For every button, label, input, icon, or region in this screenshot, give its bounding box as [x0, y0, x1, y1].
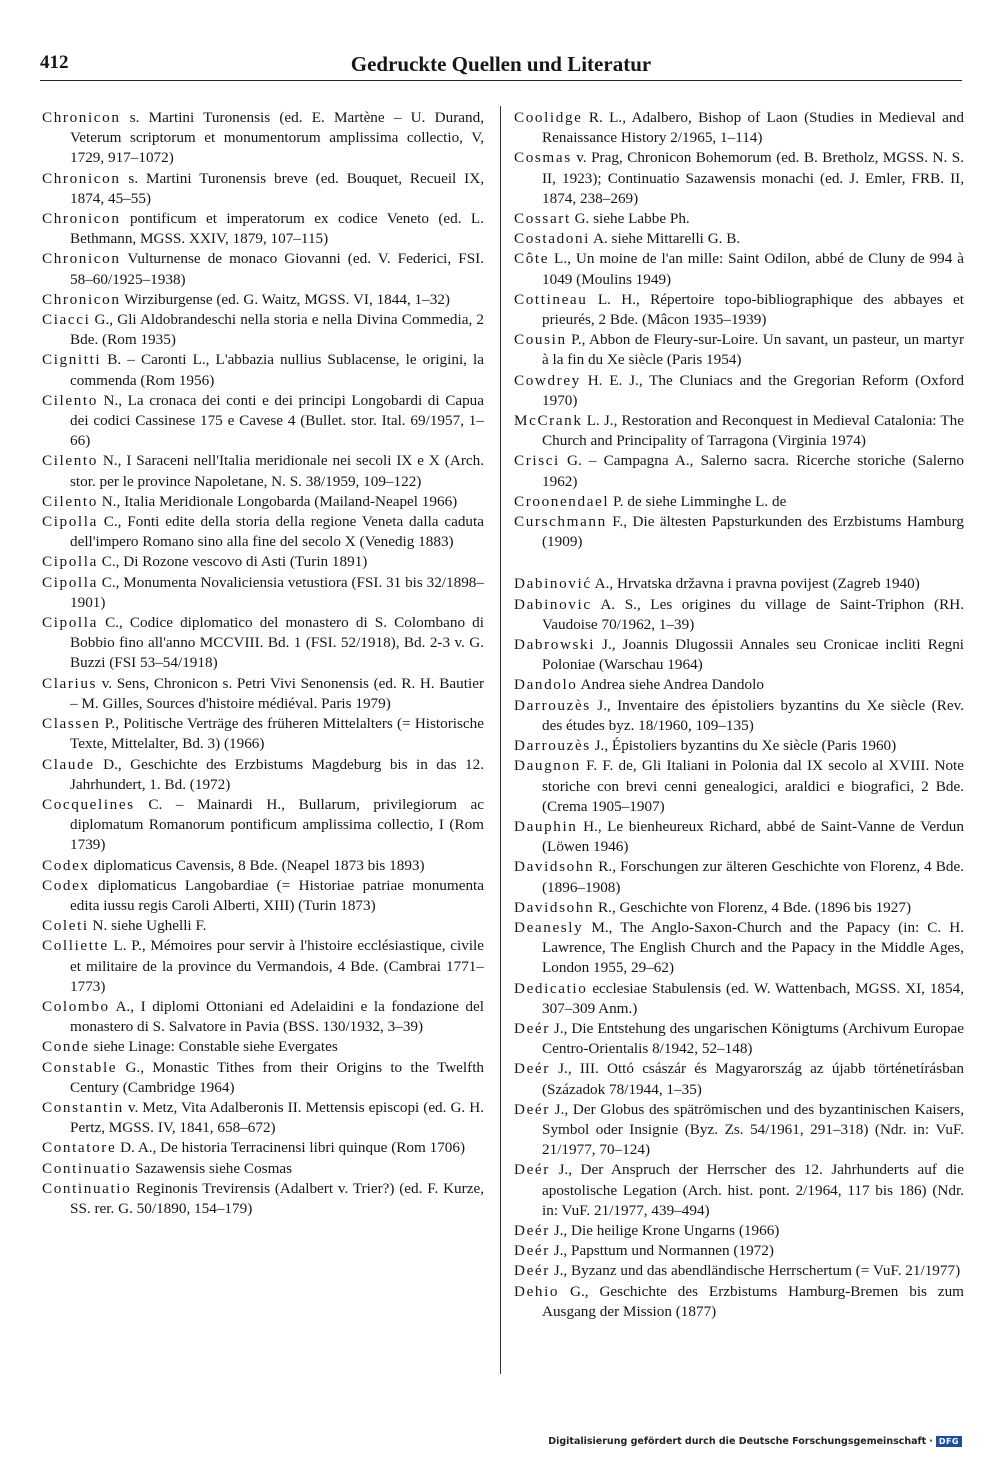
entry-text: G., Monastic Tithes from their Origins to the Twelfth Century (Cambridge 1964) — [70, 1058, 485, 1096]
entry-author: Cosmas — [514, 149, 572, 167]
entry-author: Colombo — [42, 997, 110, 1015]
entry-text: J., Byzanz und das abendländische Herrschertum (= VuF. 21/1977) — [553, 1262, 961, 1280]
bibliography-entry — [42, 350, 484, 390]
entry-author: Cignitti — [42, 351, 102, 369]
entry-author: McCrank — [514, 412, 583, 430]
entry-author: Classen — [42, 715, 101, 733]
entry-text: diplomaticus Langobardiae (= Historiae patriae monumenta edita iussu regis Caroli Alberti, XIII) (Turin 1873) — [70, 876, 485, 914]
bibliography-entry — [514, 979, 964, 1019]
entry-text: L., Un moine de l'an mille: Saint Odilon, abbé de Cluny de 994 à 1049 (Moulins 1949) — [542, 250, 964, 288]
bibliography-entry — [514, 451, 964, 491]
left-column — [42, 108, 484, 1219]
bibliography-entry — [514, 817, 964, 857]
entry-author: Curschmann — [514, 513, 607, 531]
entry-text: C. – Mainardi H., Bullarum, privilegiorum ac diplomatum Romanorum pontificum amplissima collectio, I (Rom 1739) — [70, 795, 485, 854]
entry-text: G., Gli Aldobrandeschi nella storia e nella Divina Commedia, 2 Bde. (Rom 1935) — [70, 311, 484, 349]
bibliography-entry — [42, 1138, 484, 1158]
entry-text: C., Monumenta Novaliciensia vetustiora (FSI. 31 bis 32/1898–1901) — [70, 573, 484, 611]
entry-text: J., Die heilige Krone Ungarns (1966) — [553, 1221, 780, 1239]
bibliography-entry — [514, 898, 964, 918]
entry-author: Codex — [42, 856, 90, 874]
bibliography-entry — [514, 574, 964, 594]
bibliography-entry — [514, 918, 964, 979]
entry-text: v. Metz, Vita Adalberonis II. Mettensis episcopi (ed. G. H. Pertz, MGSS. IV, 1841, 658–672) — [70, 1098, 485, 1137]
entry-text: s. Martini Turonensis (ed. E. Martène – U. Durand, Veterum scriptorum et monumentorum amplissima collectio, V, 1729, 917–1072) — [70, 109, 484, 167]
bibliography-entry — [42, 573, 484, 613]
entry-author: Cossart — [514, 210, 571, 228]
entry-text: J., III. Ottó császár és Magyarország az újabb történetírásban (Századok 78/1944, 1–35) — [542, 1060, 964, 1098]
entry-author: Davidsohn — [514, 858, 595, 876]
bibliography-entry — [514, 229, 964, 249]
entry-author: Cipolla — [42, 553, 98, 571]
entry-author: Dabinović — [514, 575, 592, 593]
bibliography-entry — [514, 330, 964, 370]
entry-author: Chronicon — [42, 250, 121, 268]
entry-text: H., Le bienheureux Richard, abbé de Saint-Vanne de Verdun (Löwen 1946) — [542, 817, 964, 856]
section-d-entries — [514, 574, 964, 1322]
bibliography-entry — [514, 512, 964, 552]
entry-text: C., Codice diplomatico del monastero di S. Colombano di Bobbio fino all'anno MCCVIII. Bd. 1 (FSI. 52/1918), Bd. 2-3 v. G. Buzzi (FSI 53–54/1918) — [70, 614, 484, 672]
entry-author: Deér — [514, 1019, 550, 1037]
entry-author: Constantin — [42, 1098, 124, 1116]
entry-text: J., Inventaire des épistoliers byzantins du Xe siècle (Rev. des études byz. 18/1960, 109–135) — [542, 696, 964, 734]
entry-text: R., Forschungen zur älteren Geschichte von Florenz, 4 Bde. (1896–1908) — [542, 858, 965, 896]
entry-author: Deanesly — [514, 918, 584, 936]
entry-author: Deér — [514, 1262, 550, 1280]
entry-author: Croonendael — [514, 492, 610, 510]
entry-text: A. siehe Mittarelli G. B. — [592, 230, 741, 248]
entry-text: J., Papsttum und Normannen (1972) — [553, 1242, 774, 1260]
entry-text: J., Épistoliers byzantins du Xe siècle (Paris 1960) — [594, 737, 897, 755]
bibliography-entry — [42, 1179, 484, 1219]
entry-author: Constable — [42, 1058, 118, 1076]
entry-text: N., I Saraceni nell'Italia meridionale nei secoli IX e X (Arch. stor. per le province Napoletane, N. S. 38/1959, 109–122) — [70, 452, 485, 490]
entry-author: Davidsohn — [514, 898, 595, 916]
entry-text: Reginonis Trevirensis (Adalbert v. Trier?) (ed. F. Kurze, SS. rer. G. 50/1890, 154–179) — [70, 1179, 484, 1217]
bibliography-entry — [514, 857, 964, 897]
entry-text: L. J., Restoration and Reconquest in Medieval Catalonia: The Church and Principality of Tarragona (Virginia 1974) — [542, 412, 964, 450]
entry-author: Cowdrey — [514, 371, 581, 389]
entry-author: Cottineau — [514, 290, 588, 308]
bibliography-entry — [42, 451, 484, 491]
entry-text: R., Geschichte von Florenz, 4 Bde. (1896 bis 1927) — [598, 898, 911, 916]
entry-text: P. de siehe Limminghe L. de — [613, 492, 787, 510]
entry-text: L. H., Répertoire topo-bibliographique des abbayes et prieurés, 2 Bde. (Mâcon 1935–1939) — [542, 290, 965, 329]
bibliography-entry — [514, 635, 964, 675]
entry-text: A., I diplomi Ottoniani ed Adelaidini e la fondazione del monastero di S. Salvatore in Pavia (BSS. 130/1932, 3–39) — [70, 997, 484, 1036]
entry-text: C., Fonti edite della storia della regione Veneta dalla caduta dell'impero Romano sino alla fine del secolo X (Venedig 1883) — [70, 513, 484, 551]
bibliography-entry — [42, 755, 484, 795]
entry-author: Crisci — [514, 452, 560, 470]
bibliography-entry — [42, 512, 484, 552]
footer-credit: Digitalisierung gefördert durch die Deutsche Forschungsgemeinschaft — [548, 1436, 927, 1447]
bibliography-entry — [514, 756, 964, 817]
bibliography-entry — [514, 249, 964, 289]
entry-author: Deér — [514, 1161, 550, 1179]
bibliography-entry — [42, 1098, 484, 1138]
entry-author: Dandolo — [514, 676, 578, 694]
bibliography-entry — [42, 916, 484, 936]
entry-text: N., Italia Meridionale Longobarda (Mailand-Neapel 1966) — [101, 492, 458, 510]
entry-author: Claude — [42, 755, 95, 773]
entry-text: R. L., Adalbero, Bishop of Laon (Studies in Medieval and Renaissance History 2/1965, 1–114) — [542, 109, 965, 147]
entry-text: pontificum et imperatorum ex codice Veneto (ed. L. Bethmann, MGSS. XXIV, 1879, 107–115) — [70, 210, 484, 248]
bibliography-entry — [42, 108, 484, 169]
entry-text: v. Sens, Chronicon s. Petri Vivi Senonensis (ed. R. H. Bautier – M. Gilles, Sources d'histoire médiéval. Paris 1979) — [70, 674, 485, 712]
entry-author: Codex — [42, 876, 90, 894]
entry-author: Coleti — [42, 917, 89, 935]
entry-author: Deér — [514, 1242, 550, 1260]
entry-text: C., Di Rozone vescovo di Asti (Turin 1891) — [101, 553, 368, 571]
bibliography-entry — [514, 1241, 964, 1261]
bibliography-entry — [42, 997, 484, 1037]
bibliography-entry — [514, 411, 964, 451]
page-number: 412 — [40, 52, 69, 73]
entry-author: Chronicon — [42, 109, 121, 126]
entry-author: Dehio — [514, 1282, 560, 1300]
bibliography-entry — [42, 310, 484, 350]
bibliography-entry — [514, 148, 964, 209]
entry-text: L. P., Mémoires pour servir à l'histoire ecclésiastique, civile et militaire de la province du Vermandois, 4 Bde. (Cambrai 1771–1773) — [70, 937, 484, 995]
dfg-logo-icon: DFG — [936, 1436, 962, 1447]
bibliography-entry — [42, 936, 484, 997]
entry-text: siehe Linage: Constable siehe Evergates — [93, 1038, 338, 1056]
entry-author: Cousin — [514, 331, 567, 349]
entry-text: D., Geschichte des Erzbistums Magdeburg bis in das 12. Jahrhundert, 1. Bd. (1972) — [70, 755, 485, 793]
bibliography-entry — [514, 675, 964, 695]
bibliography-entry — [42, 209, 484, 249]
entry-text: s. Martini Turonensis breve (ed. Bouquet, Recueil IX, 1874, 45–55) — [70, 169, 484, 207]
entry-text: B. – Caronti L., L'abbazia nullius Sublacense, le origini, la commenda (Rom 1956) — [70, 351, 485, 389]
bibliography-entry — [514, 1160, 964, 1221]
entry-text: P., Abbon de Fleury-sur-Loire. Un savant, un pasteur, un martyr à la fin du Xe siècle (Paris 1954) — [542, 331, 964, 369]
bibliography-entry — [42, 169, 484, 209]
entry-author: Colliette — [42, 937, 109, 955]
entry-text: G. – Campagna A., Salerno sacra. Ricerche storiche (Salerno 1962) — [542, 452, 965, 490]
entry-author: Clarius — [42, 674, 98, 692]
entry-text: D. A., De historia Terracinensi libri quinque (Rom 1706) — [120, 1139, 466, 1157]
entry-author: Deér — [514, 1060, 550, 1078]
entry-text: P., Politische Verträge des früheren Mittelalters (= Historische Texte, Mittelalter, Bd. 3) (1966) — [70, 715, 484, 753]
entry-author: Daugnon — [514, 757, 581, 775]
entry-text: Andrea siehe Andrea Dandolo — [580, 676, 764, 694]
entry-text: J., Die Entstehung des ungarischen Königtums (Archivum Europae Centro-Orientalis 8/1942, 52–148) — [542, 1019, 965, 1058]
entry-text: Sazawensis siehe Cosmas — [135, 1159, 293, 1177]
bibliography-entry — [514, 492, 964, 512]
bibliography-entry — [514, 696, 964, 736]
entry-text: Wirziburgense (ed. G. Waitz, MGSS. VI, 1844, 1–32) — [124, 290, 450, 308]
bibliography-entry — [514, 595, 964, 635]
bibliography-entry — [514, 1282, 964, 1322]
entry-author: Dauphin — [514, 817, 578, 835]
entry-author: Conde — [42, 1038, 90, 1056]
entry-text: A., Hrvatska državna i pravna povijest (Zagreb 1940) — [594, 575, 920, 593]
entry-text: A. S., Les origines du village de Saint-Triphon (RH. Vaudoise 70/1962, 1–39) — [542, 595, 964, 633]
bibliography-entry — [514, 108, 964, 148]
entry-author: Deér — [514, 1221, 550, 1239]
column-divider — [500, 106, 501, 1374]
entry-author: Cilento — [42, 391, 98, 409]
entry-author: Deér — [514, 1100, 550, 1118]
bibliography-entry — [514, 1100, 964, 1161]
entry-author: Dabrowski — [514, 636, 596, 654]
bibliography-entry — [42, 492, 484, 512]
entry-text: J., Der Anspruch der Herrscher des 12. Jahrhunderts auf die apostolische Legation (Arch. hist. pont. 2/1964, 117 bis 186) (Ndr. in: VuF. 21/1977, 439–494) — [542, 1161, 965, 1219]
bibliography-entry — [42, 674, 484, 714]
entry-author: Cipolla — [42, 573, 98, 591]
entry-text: N. siehe Ughelli F. — [92, 917, 207, 935]
entry-text: F. F. de, Gli Italiani in Polonia dal IX secolo al XVIII. Note storiche con brevi cenni genealogici, araldici e biografici, 2 Bde. (Crema 1905–1907) — [542, 757, 965, 815]
bibliography-entry — [42, 714, 484, 754]
footer: Digitalisierung gefördert durch die Deutsche Forschungsgemeinschaft · DFG — [548, 1436, 962, 1447]
page-title: Gedruckte Quellen und Literatur — [350, 52, 652, 76]
entry-text: F., Die ältesten Papsturkunden des Erzbistums Hamburg (1909) — [542, 513, 965, 551]
entry-text: N., La cronaca dei conti e dei principi Longobardi di Capua dei codici Cassinese 175 e Cavese 4 (Bullet. stor. Ital. 69/1957, 1–66) — [70, 391, 484, 450]
entry-author: Dabinovic — [514, 595, 592, 613]
page-header — [40, 50, 962, 81]
bibliography-entry — [514, 1221, 964, 1241]
bibliography-entry — [514, 371, 964, 411]
entry-author: Coolidge — [514, 109, 583, 126]
entry-text: J., Der Globus des spätrömischen und des byzantinischen Kaisers, Symbol oder Insignie (Byz. Zs. 54/1961, 291–318) (Ndr. in: VuF. 21/1977, 70–124) — [542, 1100, 965, 1159]
entry-author: Cilento — [42, 492, 98, 510]
bibliography-entry — [42, 876, 484, 916]
entry-text: G., Geschichte des Erzbistums Hamburg-Bremen bis zum Ausgang der Mission (1877) — [542, 1282, 964, 1320]
bibliography-entry — [42, 795, 484, 856]
bibliography-entry — [514, 1261, 964, 1281]
entry-text: J., Joannis Dlugossii Annales seu Cronicae incliti Regni Poloniae (Warschau 1964) — [542, 636, 965, 674]
right-column — [514, 108, 964, 1322]
bibliography-entry — [514, 1019, 964, 1059]
bibliography-entry — [42, 856, 484, 876]
bibliography-entry — [42, 552, 484, 572]
entry-author: Darrouzès — [514, 696, 591, 714]
entry-author: Cipolla — [42, 513, 98, 531]
entry-author: Continuatio — [42, 1179, 132, 1197]
entry-author: Cipolla — [42, 614, 98, 632]
entry-text: G. siehe Labbe Ph. — [574, 210, 690, 228]
bibliography-entry — [514, 1059, 964, 1099]
entry-author: Côte — [514, 250, 550, 268]
bibliography-entry — [514, 736, 964, 756]
bibliography-entry — [42, 1058, 484, 1098]
entry-author: Costadoni — [514, 230, 590, 248]
entry-text: M., The Anglo-Saxon-Church and the Papacy (in: C. H. Lawrence, The English Church and the Papacy in the Middle Ages, London 1955, 29–62) — [542, 918, 965, 977]
bibliography-entry — [42, 1037, 484, 1057]
entry-author: Dedicatio — [514, 979, 588, 997]
bibliography-entry — [514, 209, 964, 229]
bibliography-entry — [42, 1159, 484, 1179]
entry-author: Cilento — [42, 452, 98, 470]
entry-author: Ciacci — [42, 311, 91, 329]
entry-text: diplomaticus Cavensis, 8 Bde. (Neapel 1873 bis 1893) — [93, 856, 425, 874]
bibliography-entry — [42, 613, 484, 674]
entry-author: Darrouzès — [514, 737, 591, 755]
entry-author: Chronicon — [42, 210, 121, 228]
section-gap — [514, 552, 964, 574]
bibliography-entry — [514, 290, 964, 330]
entry-text: H. E. J., The Cluniacs and the Gregorian Reform (Oxford 1970) — [542, 371, 964, 409]
entry-text: v. Prag, Chronicon Bohemorum (ed. B. Bretholz, MGSS. N. S. II, 1923); Continuatio Sazawensis monachi (ed. J. Emler, FRB. II, 1874, 238–269) — [542, 149, 964, 207]
bibliography-entry — [42, 391, 484, 452]
entry-author: Continuatio — [42, 1159, 132, 1177]
entry-text: ecclesiae Stabulensis (ed. W. Wattenbach, MGSS. XI, 1854, 307–309 Anm.) — [542, 979, 964, 1017]
entry-author: Cocquelines — [42, 795, 135, 813]
entry-author: Chronicon — [42, 169, 121, 187]
entry-author: Chronicon — [42, 290, 121, 308]
bibliography-entry — [42, 249, 484, 289]
entry-text: Vulturnense de monaco Giovanni (ed. V. Federici, FSI. 58–60/1925–1938) — [70, 250, 485, 288]
entry-author: Contatore — [42, 1139, 117, 1157]
bibliography-entry — [42, 290, 484, 310]
section-c-entries — [514, 108, 964, 552]
